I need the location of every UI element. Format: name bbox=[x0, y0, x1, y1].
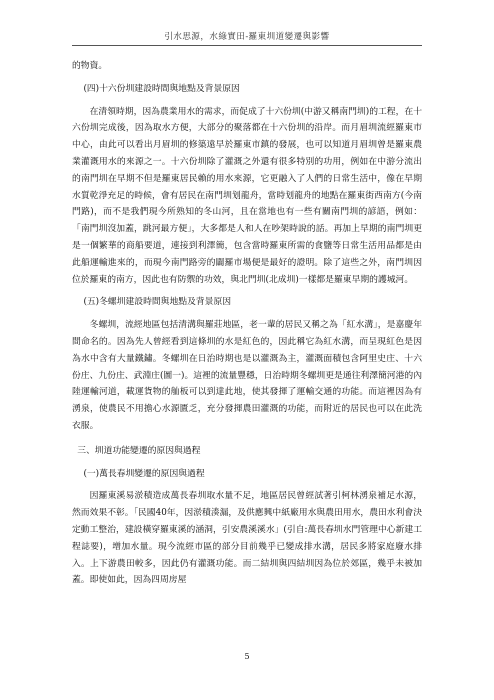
paragraph-dongluo: 冬螺圳，流經地區包括清溝與羅莊地區，老一輩的居民又稱之為「紅水溝」，是嘉慶年間命名的。因為先人曾經看到這條圳的水是紅色的，因此稱它為紅水溝，而呈現紅色是因為水中含有大量鐵鏽。冬螺圳在日治時期也是以灌溉為主，灌溉面積包含阿里史庄、十六份庄、九份庄、武淵庄(圖一)。這裡的流量豐穩，日治時期冬螺圳更是通往利澤簡河港的內陸運輸河道，載運貨物的舢板可以到達此地，使其發揮了運輸交通的功能。而這裡因為有湧泉，使農民不用擔心水源匱乏，充分發揮農田灌溉的功能，而附近的居民也可以在此洗衣服。 bbox=[72, 320, 422, 431]
header-divider bbox=[72, 45, 422, 46]
page-number: 5 bbox=[244, 652, 250, 661]
document-body bbox=[72, 58, 422, 589]
section-heading-5: (五)冬螺圳建設時間與地點及背景原因 bbox=[83, 297, 232, 308]
section-heading-4: (四)十六份圳建設時間與地點及背景原因 bbox=[83, 83, 240, 94]
chapter-heading-3: 三、圳道功能變遷的原因與過程 bbox=[77, 445, 201, 456]
paragraph-continuation: 的物資。 bbox=[72, 61, 108, 71]
running-header: 引水思源，水綠實田-羅東圳道變遷與影響 bbox=[164, 32, 330, 42]
section-heading-1: (一)萬長春圳變遷的原因與過程 bbox=[83, 468, 205, 479]
paragraph-shiliufen: 在清領時期，因為農業用水的需求，而促成了十六份圳(中游又稱南門圳)的工程，在十六份圳完成後，因為取水方便，大部分的聚落都在十六份圳的沿岸。而月眉圳流經羅東市中心，由此可以看出月眉圳的修築遠早於羅東市鎮的發展，也可以知道月眉圳曾是羅東農業灌溉用水的來源之一。十六份圳除了灌溉之外還有很多特別的功用，例如在中游分流出的南門圳在早期不但是羅東居民賴的用水來源，它更融入了人們的日常生活中，像在早期水質乾淨充足的時候，會有居民在南門圳划龍舟，當時划龍舟的地點在羅東街西南方(今南門路)，而不是我們現今所熟知的冬山河，且在當地也有一些有關南門圳的諺語，例如：「南門圳沒加蓋，跳河最方便」，大多都是人和人在吵架時說的話。再加上早期的南門圳更是一個繁華的商船要道，連接到利澤簡，包含當時羅東所需的食鹽等日常生活用品都是由此船運輸進來的，而現今南門路旁的闢羅市場便是最好的證明。除了這些之外，南門圳因位於羅東的南方，因此也有防禦的功效，與北門圳(北成圳)一樣都是羅東早期的護城河。 bbox=[72, 106, 422, 285]
paragraph-wanchangchun: 因羅東溪易淤積造成萬長春圳取水量不足，地區居民曾經試著引柯林湧泉補足水源，然而效果不彰。「民國40年，因淤積湊漏，及供應興中紙廠用水與農田用水，農田水利會決定動工整治，建設橫穿羅東溪的涵洞，引安農溪溪水」(引自:萬長春圳水門管理中心新建工程誌要)，增加水量。現今流經市區的部分目前幾乎已變成排水溝，居民多將家庭廢水排入。上下游農田較多，因此仍有灌溉功能。而二結圳與四結圳因為位於郊區，幾乎未被加蓋。即使如此，因為四周房屋 bbox=[72, 491, 422, 586]
